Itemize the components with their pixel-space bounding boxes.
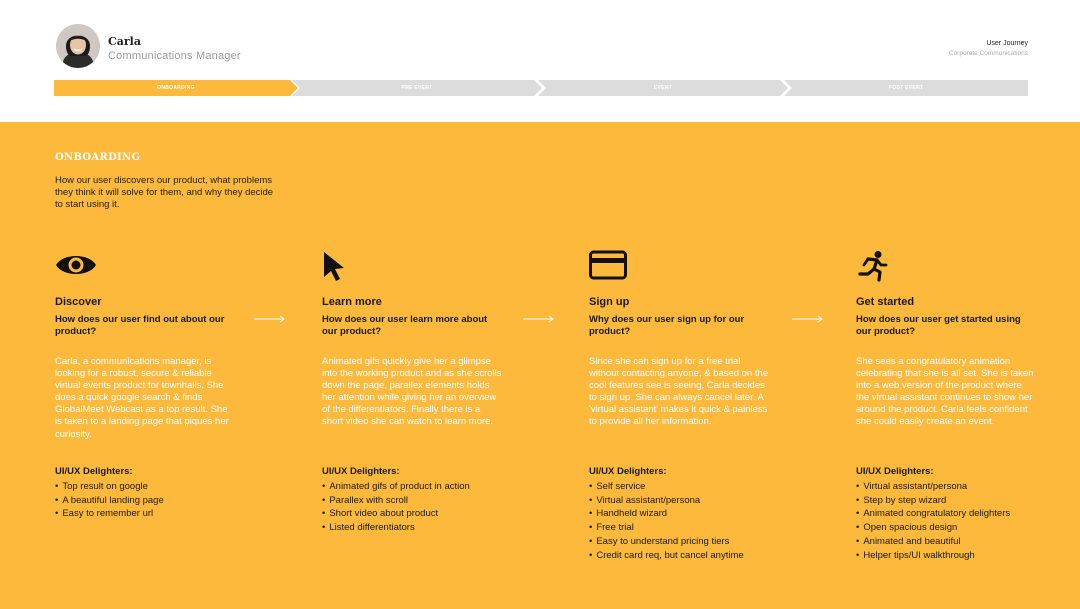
- step-story: Carla, a communications manager, is looking for a robust, secure & reliable virtual events product for townhalls. She does a quick google search & finds GlobalMeet Webcast as a top result. She is taken to a landing page that piques her curiosity.: [55, 356, 229, 440]
- step-title: Discover: [55, 296, 102, 308]
- section-title: ONBOARDING: [55, 152, 141, 163]
- list-item: • Animated and beautiful: [856, 535, 1036, 549]
- list-item: • Free trial: [589, 521, 769, 535]
- document-subtitle: Corporate Communications: [948, 50, 1028, 57]
- stage-label: ONBOARDING: [157, 85, 195, 91]
- list-item: • Easy to remember url: [55, 507, 235, 521]
- step-story: Since she can sign up for a free trial without contacting anyone, & based on the cool features see is seeing, Carla decides to sign up. She can always cancel later. A 'virtual assistant' makes it quick & painless to provide all her information.: [589, 356, 769, 428]
- step-question: Why does our user sign up for our product?: [589, 314, 745, 337]
- onboarding-panel: [0, 122, 1080, 609]
- document-title: User Journey: [986, 40, 1028, 47]
- stage-label: POST EVENT: [888, 85, 924, 91]
- step-story: She sees a congratulatory animation celebrating that she is all set. She is taken into a web version of the product where the virtual assistant continues to show her around the product. Carla feels confident she could easily create an event.: [856, 356, 1034, 428]
- step-sign-up: [589, 250, 769, 562]
- list-item: • Virtual assistant/persona: [856, 480, 1036, 494]
- list-item: • Virtual assistant/persona: [589, 494, 769, 508]
- delighters-list: [589, 480, 769, 562]
- step-question: How does our user get started using our product?: [856, 314, 1021, 337]
- list-item: • Animated gifs of product in action: [322, 480, 502, 494]
- journey-stages: [54, 80, 1028, 96]
- header: [0, 0, 1080, 122]
- delighters-list: [856, 480, 1036, 562]
- list-item: • Helper tips/UI walkthrough: [856, 549, 1036, 563]
- stage-post-event[interactable]: [784, 80, 1028, 96]
- user-name: Carla: [108, 35, 141, 48]
- delighters-list: [55, 480, 235, 521]
- delighters-title: UI/UX Delighters:: [856, 466, 934, 477]
- section-description: How our user discovers our product, what problems they think it will solve for them, and why they decide to start using it.: [55, 175, 274, 210]
- stage-pre-event[interactable]: [292, 80, 542, 96]
- delighters-title: UI/UX Delighters:: [589, 466, 667, 477]
- credit-card-icon: [589, 250, 629, 282]
- step-discover: [55, 250, 235, 521]
- list-item: • Self service: [589, 480, 769, 494]
- step-learn-more: [322, 250, 502, 535]
- list-item: • Top result on google: [55, 480, 235, 494]
- avatar-image: [56, 24, 100, 68]
- step-question: How does our user learn more about our product?: [322, 314, 488, 337]
- list-item: • Short video about product: [322, 507, 502, 521]
- cursor-icon: [322, 250, 362, 282]
- stage-label: PRE EVENT: [401, 85, 433, 91]
- list-item: • A beautiful landing page: [55, 494, 235, 508]
- running-person-icon: [856, 250, 896, 282]
- list-item: • Animated congratulatory delighters: [856, 507, 1036, 521]
- list-item: • Listed differentiators: [322, 521, 502, 535]
- step-story: Animated gifs quickly give her a glimpse into the working product and as she scrolls down the page, parallex elements holds her attention while giving her an overview of the differentiators. Finally there is a short video she can watch to learn more.: [322, 356, 502, 428]
- stage-label: EVENT: [653, 85, 673, 91]
- user-role: Communications Manager: [108, 50, 241, 62]
- stage-event[interactable]: [538, 80, 788, 96]
- eye-icon: [55, 250, 95, 282]
- arrow-right-icon: [792, 315, 824, 323]
- delighters-list: [322, 480, 502, 535]
- list-item: • Handheld wizard: [589, 507, 769, 521]
- avatar: [56, 24, 100, 68]
- delighters-title: UI/UX Delighters:: [55, 466, 133, 477]
- step-title: Get started: [856, 296, 915, 308]
- step-get-started: [856, 250, 1036, 562]
- list-item: • Step by step wizard: [856, 494, 1036, 508]
- list-item: • Credit card req, but cancel anytime: [589, 549, 769, 563]
- step-question: How does our user find out about our product?: [55, 314, 225, 337]
- arrow-right-icon: [254, 315, 286, 323]
- list-item: • Parallex with scroll: [322, 494, 502, 508]
- stage-onboarding[interactable]: [54, 80, 298, 96]
- list-item: • Open spacious design: [856, 521, 1036, 535]
- list-item: • Easy to understand pricing tiers: [589, 535, 769, 549]
- step-title: Sign up: [589, 296, 630, 308]
- delighters-title: UI/UX Delighters:: [322, 466, 400, 477]
- step-title: Learn more: [322, 296, 382, 308]
- arrow-right-icon: [523, 315, 555, 323]
